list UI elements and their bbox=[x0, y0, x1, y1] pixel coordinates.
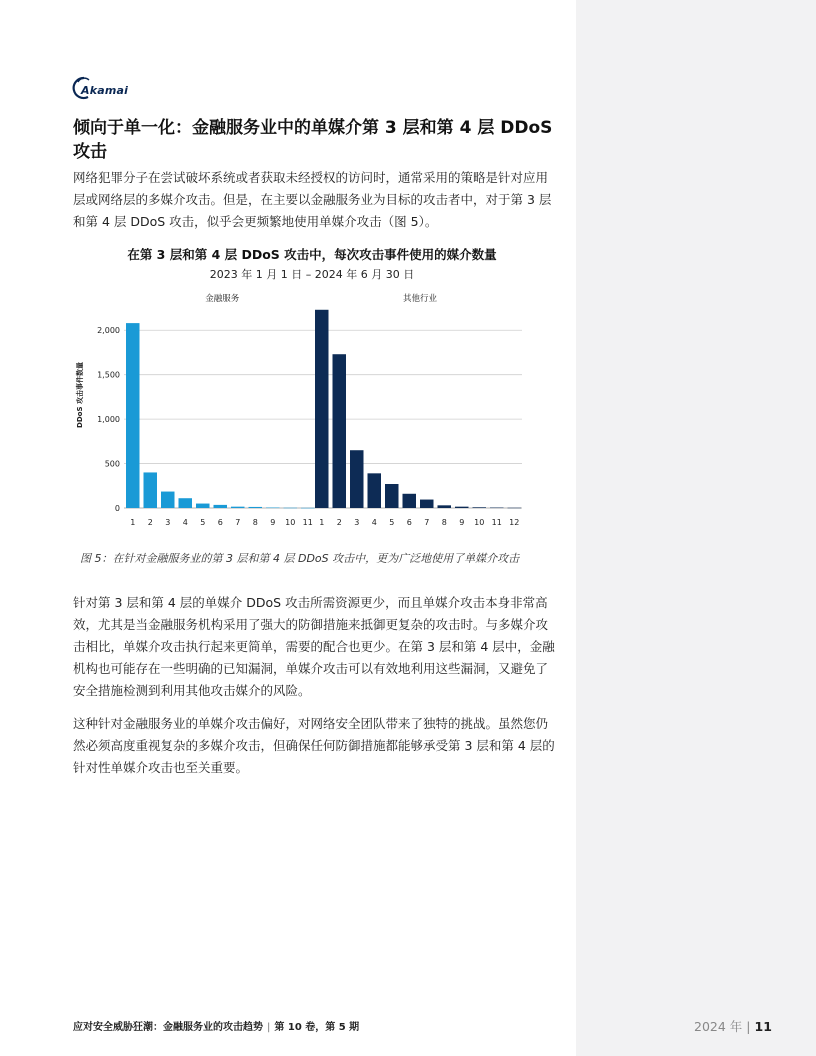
section-heading: 倾向于单一化：金融服务业中的单媒介第 3 层和第 4 层 DDoS 攻击 bbox=[73, 118, 553, 162]
bar bbox=[249, 507, 263, 508]
bar bbox=[126, 323, 140, 508]
x-tick-label: 2 bbox=[336, 518, 342, 527]
bar bbox=[403, 494, 417, 508]
bar bbox=[161, 492, 175, 508]
akamai-logo-text: Akamai bbox=[81, 84, 129, 97]
bar bbox=[231, 507, 245, 508]
bar bbox=[196, 504, 210, 508]
footer-report-title: 应对安全威胁狂潮：金融服务业的攻击趋势 bbox=[73, 1022, 263, 1033]
x-tick-label: 2 bbox=[147, 518, 153, 527]
bar bbox=[333, 354, 347, 508]
bar bbox=[315, 310, 329, 508]
y-tick-label: 1,000 bbox=[97, 415, 120, 425]
x-tick-label: 9 bbox=[459, 518, 465, 527]
bar bbox=[473, 507, 487, 508]
x-tick-label: 8 bbox=[252, 518, 258, 527]
panel-label: 金融服务 bbox=[205, 294, 240, 304]
chart-title: 在第 3 层和第 4 层 DDoS 攻击中，每次攻击事件使用的媒介数量 bbox=[127, 247, 497, 262]
bar bbox=[508, 508, 522, 509]
bar bbox=[144, 472, 158, 508]
bar bbox=[179, 498, 193, 508]
bar bbox=[455, 507, 469, 508]
bar-chart bbox=[72, 240, 542, 540]
body-paragraph-2: 针对第 3 层和第 4 层的单媒介 DDoS 攻击所需资源更少，而且单媒介攻击本身非常高效，尤其是当金融服务机构采用了强大的防御措施来抵御更复杂的攻击时。与多媒介攻击相比，单媒介攻击执行起来更简单，需要的配合也更少。在第 3 层和第 4 层中，金融机构也可能存在一些明确的已知漏洞，单媒介攻击可以有效地利用这些漏洞，又避免了安全措施检测到利用其他攻击媒介的风险。 bbox=[73, 595, 555, 698]
footer-year: 2024 年 bbox=[694, 1019, 743, 1034]
footer-separator: | bbox=[267, 1022, 271, 1033]
x-tick-label: 4 bbox=[371, 518, 377, 527]
y-tick-label: 0 bbox=[114, 504, 120, 513]
x-tick-label: 3 bbox=[354, 518, 360, 527]
x-tick-label: 7 bbox=[424, 518, 430, 527]
x-tick-label: 11 bbox=[491, 518, 502, 527]
x-tick-label: 11 bbox=[302, 518, 313, 527]
intro-paragraph: 网络犯罪分子在尝试破坏系统或者获取未经授权的访问时，通常采用的策略是针对应用层或网络层的多媒介攻击。但是，在主要以金融服务业为目标的攻击者中，对于第 3 层和第 4 层 DDoS 攻击，似乎会更频繁地使用单媒介攻击（图 5）。 bbox=[73, 170, 552, 229]
x-tick-label: 9 bbox=[270, 518, 276, 527]
right-margin-panel bbox=[576, 0, 816, 1056]
page-number: 11 bbox=[754, 1019, 772, 1034]
y-tick-label: 1,500 bbox=[97, 370, 120, 380]
footer-page-info bbox=[694, 1017, 772, 1035]
x-tick-label: 5 bbox=[200, 518, 206, 527]
x-tick-label: 7 bbox=[235, 518, 241, 527]
footer-volume: 第 10 卷，第 5 期 bbox=[274, 1022, 360, 1033]
x-tick-label: 1 bbox=[130, 518, 136, 527]
x-tick-label: 4 bbox=[182, 518, 188, 527]
footer-title bbox=[73, 1018, 359, 1033]
bar bbox=[438, 505, 452, 508]
bar bbox=[284, 508, 298, 509]
x-tick-label: 6 bbox=[406, 518, 412, 527]
x-tick-label: 10 bbox=[474, 518, 485, 527]
footer-divider: | bbox=[746, 1019, 751, 1034]
bar bbox=[350, 450, 364, 508]
chart-subtitle: 2023 年 1 月 1 日 – 2024 年 6 月 30 日 bbox=[209, 268, 415, 281]
x-tick-label: 12 bbox=[509, 518, 520, 527]
x-tick-label: 10 bbox=[285, 518, 296, 527]
y-tick-label: 500 bbox=[104, 459, 120, 469]
x-tick-label: 6 bbox=[217, 518, 223, 527]
bar bbox=[420, 500, 434, 508]
bar bbox=[490, 508, 504, 509]
bar bbox=[301, 508, 315, 509]
x-tick-label: 3 bbox=[165, 518, 171, 527]
x-tick-label: 8 bbox=[441, 518, 447, 527]
y-axis-label: DDoS 攻击事件数量 bbox=[76, 362, 84, 428]
bar bbox=[266, 508, 280, 509]
body-paragraph-3: 这种针对金融服务业的单媒介攻击偏好，对网络安全团队带来了独特的挑战。虽然您仍然必须高度重视复杂的多媒介攻击，但确保任何防御措施都能够承受第 3 层和第 4 层的针对性单媒介攻击也至关重要。 bbox=[73, 716, 555, 775]
x-tick-label: 1 bbox=[319, 518, 325, 527]
bar bbox=[368, 473, 382, 508]
y-tick-label: 2,000 bbox=[97, 326, 120, 336]
x-tick-label: 5 bbox=[389, 518, 395, 527]
bar bbox=[385, 484, 399, 508]
panel-label: 其他行业 bbox=[402, 294, 438, 304]
bar bbox=[214, 505, 228, 508]
figure-caption: 图 5：在针对金融服务业的第 3 层和第 4 层 DDoS 攻击中，更为广泛地使用了单媒介攻击 bbox=[80, 552, 520, 565]
